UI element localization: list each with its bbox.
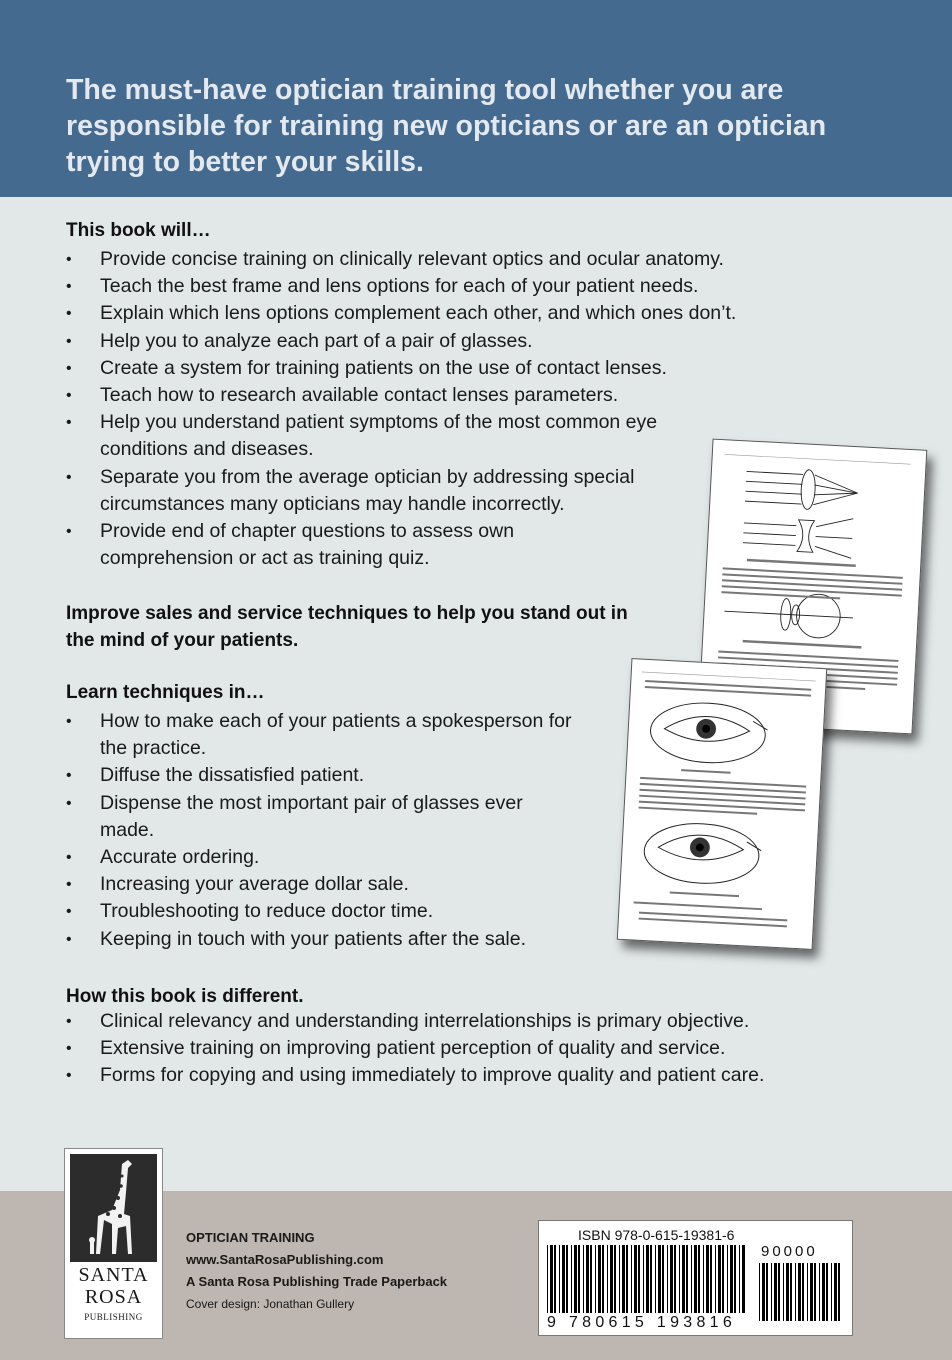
cover-credit: Cover design: Jonathan Gullery [186, 1297, 355, 1311]
logo-text-line3: PUBLISHING [84, 1312, 143, 1322]
publisher-website: www.SantaRosaPublishing.com [186, 1252, 384, 1267]
barcode-bar [682, 1245, 685, 1313]
barcode-bar [703, 1245, 704, 1313]
barcode-bar [622, 1245, 625, 1313]
section-title-learn: Learn techniques in… [66, 682, 265, 703]
list-item: • Accurate ordering. [66, 844, 586, 871]
barcode-bar [698, 1245, 700, 1313]
logo-text-line2: ROSA [84, 1286, 143, 1308]
price-code: 90000 [761, 1243, 818, 1260]
barcode-bars-main [547, 1245, 747, 1313]
list-item: • Provide end of chapter questions to assess own comprehension or act as training quiz. [66, 518, 586, 572]
barcode-bar [710, 1245, 712, 1313]
barcode-bar [834, 1263, 837, 1321]
barcode-bar [826, 1263, 828, 1321]
barcode-bar [547, 1245, 548, 1313]
list-item: • Teach how to research available contact lenses parameters. [66, 382, 826, 409]
list-item: • Help you to analyze each part of a pair of glasses. [66, 328, 826, 355]
barcode-bar [831, 1263, 832, 1321]
barcode-bar [771, 1263, 772, 1321]
barcode-bar [655, 1245, 656, 1313]
barcode-bar [586, 1245, 589, 1313]
list-item: • Teach the best frame and lens options for each of your patient needs. [66, 273, 826, 300]
barcode-bars-addon [759, 1263, 845, 1321]
isbn-digits: 9 780615 193816 [547, 1314, 737, 1331]
barcode-bar [798, 1263, 801, 1321]
section-title-different: How this book is different. [66, 986, 304, 1007]
barcode-bar [810, 1263, 813, 1321]
barcode-bar [566, 1245, 568, 1313]
barcode-bar [658, 1245, 661, 1313]
list-item: • Increasing your average dollar sale. [66, 871, 586, 898]
barcode-bar [783, 1263, 784, 1321]
header-band [0, 0, 952, 197]
barcode-bar [718, 1245, 721, 1313]
barcode-bar [583, 1245, 584, 1313]
barcode-bar [766, 1263, 768, 1321]
list-item: • Diffuse the dissatisfied patient. [66, 762, 586, 789]
bullet-list-different [66, 1008, 866, 1090]
barcode-bar [607, 1245, 608, 1313]
barcode-bar [715, 1245, 716, 1313]
barcode-bar [739, 1245, 740, 1313]
improve-statement: Improve sales and service techniques to help you stand out in the mind of your patients. [66, 603, 628, 651]
barcode-bar [838, 1263, 840, 1321]
barcode-bar [634, 1245, 637, 1313]
list-item: • Provide concise training on clinically relevant optics and ocular anatomy. [66, 246, 826, 273]
sample-page-eye [617, 658, 827, 950]
barcode-bar [786, 1263, 789, 1321]
barcode-bar [571, 1245, 572, 1313]
list-item: • Dispense the most important pair of glasses ever made. [66, 790, 566, 844]
barcode-bar [638, 1245, 640, 1313]
list-item: • Troubleshooting to reduce doctor time. [66, 898, 586, 925]
barcode-bar [722, 1245, 724, 1313]
barcode-bar [578, 1245, 580, 1313]
list-item: • Clinical relevancy and understanding interrelationships is primary objective. [66, 1008, 866, 1035]
eye-diagram-illustration [618, 659, 826, 949]
imprint-block [186, 1227, 447, 1315]
barcode-bar [759, 1263, 760, 1321]
barcode-bar [802, 1263, 804, 1321]
isbn-label: ISBN 978-0-615-19381-6 [578, 1227, 735, 1243]
barcode-bar [691, 1245, 692, 1313]
barcode-bar [674, 1245, 676, 1313]
barcode-bar [667, 1245, 668, 1313]
barcode-bar [727, 1245, 728, 1313]
barcode-bar [795, 1263, 796, 1321]
list-item: • Explain which lens options complement each other, and which ones don’t. [66, 300, 826, 327]
barcode-bar [822, 1263, 825, 1321]
barcode-bar [646, 1245, 649, 1313]
barcode-bar [819, 1263, 820, 1321]
barcode-bar [554, 1245, 556, 1313]
barcode-bar [774, 1263, 777, 1321]
barcode-bar [679, 1245, 680, 1313]
barcode-bar [598, 1245, 601, 1313]
barcode-bar [742, 1245, 745, 1313]
list-item: • Help you understand patient symptoms of the most common eye conditions and diseases. [66, 409, 686, 463]
list-item: • Separate you from the average optician by addressing special circumstances many opticians may handle incorrectly. [66, 464, 686, 518]
book-category: OPTICIAN TRAINING [186, 1230, 315, 1245]
barcode-bar [650, 1245, 652, 1313]
list-item: • Keeping in touch with your patients after the sale. [66, 926, 586, 953]
barcode-bar [550, 1245, 553, 1313]
barcode-bar [734, 1245, 736, 1313]
barcode-bar [814, 1263, 816, 1321]
barcode-bar [626, 1245, 628, 1313]
barcode-bar [706, 1245, 709, 1313]
barcode-bar [590, 1245, 592, 1313]
barcode-bar [595, 1245, 596, 1313]
list-item: • Extensive training on improving patient perception of quality and service. [66, 1035, 866, 1062]
barcode-bar [662, 1245, 664, 1313]
barcode-bar [790, 1263, 792, 1321]
barcode-bar [610, 1245, 613, 1313]
barcode-bar [670, 1245, 673, 1313]
isbn-barcode [538, 1220, 853, 1336]
bullet-list-learn [66, 708, 586, 953]
barcode-bar [559, 1245, 560, 1313]
barcode-bar [730, 1245, 733, 1313]
giraffe-icon [70, 1154, 157, 1262]
publisher-logo [64, 1148, 163, 1339]
list-item: • Create a system for training patients on the use of contact lenses. [66, 355, 826, 382]
section-title-will: This book will… [66, 220, 211, 241]
barcode-bar [574, 1245, 577, 1313]
list-item: • How to make each of your patients a spokesperson for the practice. [66, 708, 586, 762]
barcode-bar [643, 1245, 644, 1313]
logo-text-line1: SANTA [78, 1264, 149, 1286]
barcode-bar [778, 1263, 780, 1321]
barcode-bar [694, 1245, 697, 1313]
barcode-bar [807, 1263, 808, 1321]
barcode-bar [614, 1245, 616, 1313]
tagline: The must-have optician training tool whether you are responsible for training new opticians or are an optician trying to better your skills. [66, 74, 827, 178]
barcode-bar [686, 1245, 688, 1313]
edition-note: A Santa Rosa Publishing Trade Paperback [186, 1274, 448, 1289]
barcode-bar [562, 1245, 565, 1313]
barcode-bar [602, 1245, 604, 1313]
barcode-bar [631, 1245, 632, 1313]
barcode-bar [762, 1263, 765, 1321]
list-item: • Forms for copying and using immediately to improve quality and patient care. [66, 1062, 866, 1089]
barcode-bar [619, 1245, 620, 1313]
